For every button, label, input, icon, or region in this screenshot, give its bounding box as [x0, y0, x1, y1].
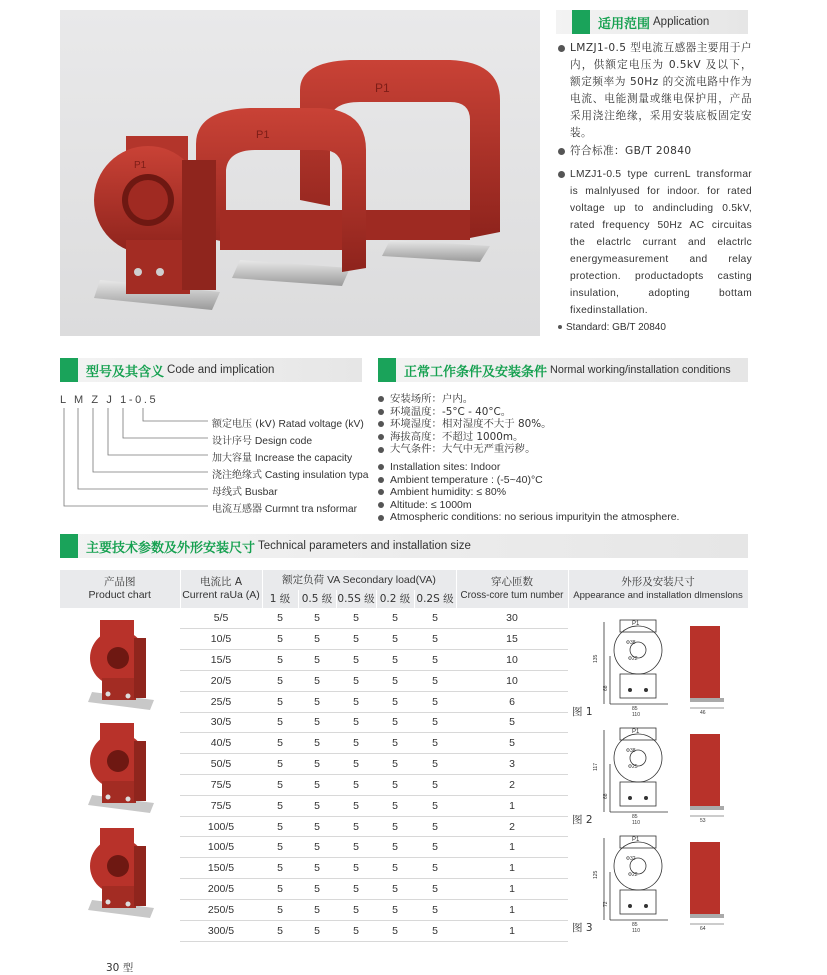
cell-ratio: 300/5	[180, 920, 262, 941]
cell-load: 5	[262, 920, 298, 941]
cell-load: 5	[414, 691, 456, 712]
product-chart-image	[84, 721, 156, 817]
cell-load: 5	[414, 650, 456, 671]
cell-turns: 1	[456, 795, 568, 816]
cell-ratio: 100/5	[180, 837, 262, 858]
dim-side: 64	[700, 926, 706, 932]
condition-en-item: Ambient humidity: ≤ 80%	[378, 486, 748, 499]
cell-load: 5	[414, 670, 456, 691]
cell-load: 5	[262, 691, 298, 712]
cell-load: 5	[414, 712, 456, 733]
cell-load: 5	[298, 816, 336, 837]
params-title-cn: 主要技术参数及外形安装尺寸	[86, 540, 256, 556]
code-item-capacity: 加大容量 Increase the capacity	[212, 453, 353, 464]
bullet-icon	[378, 396, 384, 402]
cell-load: 5	[336, 670, 376, 691]
cell-load: 5	[262, 858, 298, 879]
bullet-icon	[378, 477, 384, 483]
cell-load: 5	[262, 795, 298, 816]
cell-load: 5	[376, 650, 414, 671]
dim-diameter: Φ38	[626, 748, 636, 754]
cell-load: 5	[376, 712, 414, 733]
dim-height: 68	[603, 793, 609, 799]
cell-load: 5	[376, 858, 414, 879]
cell-load: 5	[376, 795, 414, 816]
code-item-casting: 浇注绝缘式 Casting insulation typa	[212, 470, 369, 481]
cell-load: 5	[414, 879, 456, 900]
cell-load: 5	[376, 837, 414, 858]
header-dims: 外形及安装尺寸 Appearance and installatlon dlmenslons	[568, 570, 748, 608]
bullet-icon	[378, 515, 384, 521]
cell-load: 5	[376, 629, 414, 650]
cell-ratio: 5/5	[180, 608, 262, 629]
cell-ratio: 200/5	[180, 879, 262, 900]
dimension-drawing	[590, 832, 742, 932]
cell-turns: 1	[456, 837, 568, 858]
dim-height: 117	[593, 763, 599, 771]
cell-load: 5	[414, 629, 456, 650]
bullet-icon	[378, 489, 384, 495]
figure-label: 图 1	[572, 706, 593, 718]
cell-load: 5	[298, 858, 336, 879]
cell-load: 5	[376, 879, 414, 900]
cell-load: 5	[336, 879, 376, 900]
cell-load: 5	[414, 816, 456, 837]
dim-height: 72	[603, 901, 609, 907]
application-header	[556, 10, 748, 34]
bullet-icon	[378, 421, 384, 427]
model-code: L M Z J 1-0.5	[60, 394, 159, 406]
svg-text:P1: P1	[134, 160, 147, 171]
cell-load: 5	[376, 608, 414, 629]
product-chart-image	[84, 826, 156, 922]
cell-turns: 1	[456, 920, 568, 941]
code-title-en: Code and implication	[167, 364, 275, 376]
cell-load: 5	[336, 650, 376, 671]
cell-load: 5	[336, 754, 376, 775]
cell-load: 5	[336, 733, 376, 754]
cell-load: 5	[414, 795, 456, 816]
condition-en-item: Installation sites: Indoor	[378, 461, 748, 474]
cell-load: 5	[336, 691, 376, 712]
dimension-drawing	[590, 724, 742, 824]
cell-load: 5	[298, 670, 336, 691]
code-diagram	[60, 392, 369, 515]
bullet-icon	[378, 409, 384, 415]
cell-turns: 1	[456, 899, 568, 920]
cell-turns: 2	[456, 816, 568, 837]
bullet-icon	[558, 148, 565, 155]
dim-width: 110	[632, 712, 640, 718]
condition-cn-item: 安装场所：户内。	[378, 393, 748, 406]
bullet-icon	[558, 325, 562, 329]
dimension-drawings	[568, 608, 748, 941]
cell-ratio: 15/5	[180, 650, 262, 671]
condition-en-item: Altitude: ≤ 1000m	[378, 499, 748, 512]
cell-load: 5	[262, 608, 298, 629]
cell-load: 5	[298, 629, 336, 650]
product-photo	[60, 10, 540, 336]
dimension-drawing	[590, 616, 742, 716]
cell-load: 5	[336, 712, 376, 733]
cell-turns: 3	[456, 754, 568, 775]
cell-ratio: 10/5	[180, 629, 262, 650]
bullet-icon	[558, 171, 565, 178]
header-accent-bar	[60, 358, 78, 382]
bullet-icon	[378, 502, 384, 508]
cell-ratio: 75/5	[180, 775, 262, 796]
svg-text:P1: P1	[632, 729, 640, 735]
cell-load: 5	[376, 816, 414, 837]
cell-turns: 10	[456, 650, 568, 671]
cell-load: 5	[262, 837, 298, 858]
header-ratio: 电流比 A Current raUa (A)	[180, 570, 262, 608]
condition-cn-item: 大气条件：大气中无严重污秽。	[378, 443, 748, 456]
params-table-wrap	[60, 570, 748, 974]
cell-load: 5	[298, 712, 336, 733]
current-transformer-photo	[60, 10, 540, 336]
cell-load: 5	[376, 691, 414, 712]
application-standard-en: Standard: GB/T 20840	[556, 319, 752, 336]
cell-load: 5	[414, 754, 456, 775]
header-load: 额定负荷 VA Secondary load(VA)	[262, 570, 456, 590]
conditions-title-cn: 正常工作条件及安装条件	[404, 364, 548, 380]
dim-diameter: Φ22	[628, 872, 638, 878]
code-item-busbar: 母线式 Busbar	[212, 487, 278, 498]
cell-ratio: 75/5	[180, 795, 262, 816]
application-para-cn: LMZJ1-0.5 型电流互感器主要用于户内，供额定电压为 0.5kV 及以下，额定频率为 50Hz 的交流电路中作为电流、电能测量或继电保护用，产品采用浇注绝缘，采用安装底板固定安装。	[556, 40, 752, 142]
cell-load: 5	[262, 629, 298, 650]
condition-en-item: Atmospheric conditions: no serious impurityin the atmosphere.	[378, 511, 748, 524]
figure-label: 图 2	[572, 814, 593, 826]
figure-label: 图 3	[572, 922, 593, 934]
header-grade: 0.5 级	[298, 590, 336, 608]
cell-load: 5	[414, 608, 456, 629]
svg-text:P1: P1	[632, 837, 640, 843]
code-item-design: 设计序号 Design code	[212, 436, 313, 447]
cell-load: 5	[336, 775, 376, 796]
cell-turns: 6	[456, 691, 568, 712]
cell-turns: 1	[456, 858, 568, 879]
cell-ratio: 50/5	[180, 754, 262, 775]
header-grade: 1 级	[262, 590, 298, 608]
application-standard-cn: 符合标准：GB/T 20840	[556, 143, 752, 160]
dim-width: 85	[632, 706, 638, 712]
code-title-cn: 型号及其含义	[86, 364, 165, 380]
dim-width: 85	[632, 922, 638, 928]
cell-load: 5	[262, 816, 298, 837]
cell-load: 5	[414, 920, 456, 941]
dim-side: 46	[700, 710, 706, 716]
header-accent-bar	[572, 10, 590, 34]
cell-load: 5	[298, 608, 336, 629]
cell-turns: 30	[456, 608, 568, 629]
cell-load: 5	[414, 899, 456, 920]
cell-turns: 5	[456, 712, 568, 733]
cell-load: 5	[414, 775, 456, 796]
cell-load: 5	[298, 650, 336, 671]
dim-width: 110	[632, 820, 640, 826]
header-grade: 0.2S 级	[414, 590, 456, 608]
params-table	[60, 570, 749, 974]
svg-text:P1: P1	[632, 621, 640, 627]
application-para-en: LMZJ1-0.5 type currenL transformar is malnlyused for indoor. for rated voltage up to andincluding 0.5kV, rated frequency 50Hz AC circuitas the elactrlc currant and elactrlc energymeasurement and relay protection. productadopts casting insulation, adopting bottam fixedinstallation.	[556, 166, 752, 319]
code-item-transformer: 电流互感器 Curmnt tra nsformar	[212, 504, 357, 515]
cell-load: 5	[376, 775, 414, 796]
dim-side: 53	[700, 818, 706, 824]
p1-mark: P1	[375, 81, 390, 95]
condition-cn-item: 海拔高度：不超过 1000m。	[378, 431, 748, 444]
conditions-header	[378, 358, 748, 382]
code-item-voltage: 额定电压 (kV) Ratad voltage (kV)	[212, 419, 364, 430]
cell-ratio: 30/5	[180, 712, 262, 733]
bullet-icon	[378, 464, 384, 470]
cell-load: 5	[298, 733, 336, 754]
cell-ratio: 150/5	[180, 858, 262, 879]
params-title-en: Technical parameters and installation size	[258, 540, 471, 552]
dim-height: 125	[593, 870, 599, 879]
cell-load: 5	[262, 712, 298, 733]
cell-load: 5	[298, 754, 336, 775]
cell-load: 5	[298, 899, 336, 920]
dim-width: 85	[632, 814, 638, 820]
code-header	[60, 358, 362, 382]
dim-diameter: Φ38	[626, 640, 636, 646]
cell-load: 5	[262, 879, 298, 900]
dim-diameter: Φ25	[628, 764, 638, 770]
model-label: 30 型	[106, 962, 134, 974]
cell-load: 5	[262, 733, 298, 754]
conditions-title-en: Normal working/installation conditions	[550, 364, 731, 376]
cell-load: 5	[336, 837, 376, 858]
cell-load: 5	[298, 920, 336, 941]
dim-diameter: Φ32	[626, 856, 636, 862]
cell-turns: 15	[456, 629, 568, 650]
cell-ratio: 40/5	[180, 733, 262, 754]
conditions-list	[378, 393, 748, 524]
cell-load: 5	[376, 899, 414, 920]
cell-load: 5	[414, 733, 456, 754]
cell-load: 5	[298, 795, 336, 816]
cell-load: 5	[376, 754, 414, 775]
cell-load: 5	[376, 920, 414, 941]
cell-turns: 10	[456, 670, 568, 691]
bullet-icon	[378, 434, 384, 440]
cell-load: 5	[336, 858, 376, 879]
cell-load: 5	[336, 899, 376, 920]
application-text	[556, 40, 752, 336]
cell-load: 5	[262, 650, 298, 671]
header-grade: 0.2 级	[376, 590, 414, 608]
dim-diameter: Φ22	[628, 656, 638, 662]
bullet-icon	[558, 45, 565, 52]
cell-load: 5	[262, 775, 298, 796]
cell-load: 5	[414, 858, 456, 879]
condition-cn-item: 环境湿度：相对湿度不大于 80%。	[378, 418, 748, 431]
cell-load: 5	[376, 670, 414, 691]
header-accent-bar	[378, 358, 396, 382]
dim-width: 110	[632, 928, 640, 934]
cell-load: 5	[262, 754, 298, 775]
product-chart-image	[84, 618, 156, 714]
cell-load: 5	[336, 608, 376, 629]
cell-ratio: 20/5	[180, 670, 262, 691]
cell-load: 5	[298, 837, 336, 858]
cell-ratio: 100/5	[180, 816, 262, 837]
application-title-cn: 适用范围	[598, 16, 651, 32]
header-accent-bar	[60, 534, 78, 558]
cell-load: 5	[298, 691, 336, 712]
cell-load: 5	[298, 775, 336, 796]
header-product: 产品图 Product chart	[60, 570, 180, 608]
table-row	[60, 608, 748, 629]
cell-turns: 2	[456, 775, 568, 796]
cell-load: 5	[298, 879, 336, 900]
dim-height: 135	[593, 654, 599, 663]
cell-load: 5	[336, 629, 376, 650]
bullet-icon	[378, 447, 384, 453]
cell-load: 5	[336, 920, 376, 941]
cell-load: 5	[414, 837, 456, 858]
cell-ratio: 25/5	[180, 691, 262, 712]
svg-text:P1: P1	[256, 129, 270, 141]
dim-height: 68	[603, 685, 609, 691]
header-grade: 0.5S 级	[336, 590, 376, 608]
cell-load: 5	[262, 899, 298, 920]
application-title-en: Application	[653, 16, 710, 28]
cell-turns: 5	[456, 733, 568, 754]
cell-load: 5	[376, 733, 414, 754]
params-header	[60, 534, 748, 558]
condition-en-item: Ambient temperature : (-5~40)°C	[378, 474, 748, 487]
cell-load: 5	[336, 816, 376, 837]
condition-cn-item: 环境温度：-5°C - 40°C。	[378, 406, 748, 419]
cell-ratio: 250/5	[180, 899, 262, 920]
cell-turns: 1	[456, 879, 568, 900]
header-turns: 穿心匝数 Cross-core tum number	[456, 570, 568, 608]
cell-load: 5	[336, 795, 376, 816]
cell-load: 5	[262, 670, 298, 691]
product-images	[60, 608, 180, 974]
